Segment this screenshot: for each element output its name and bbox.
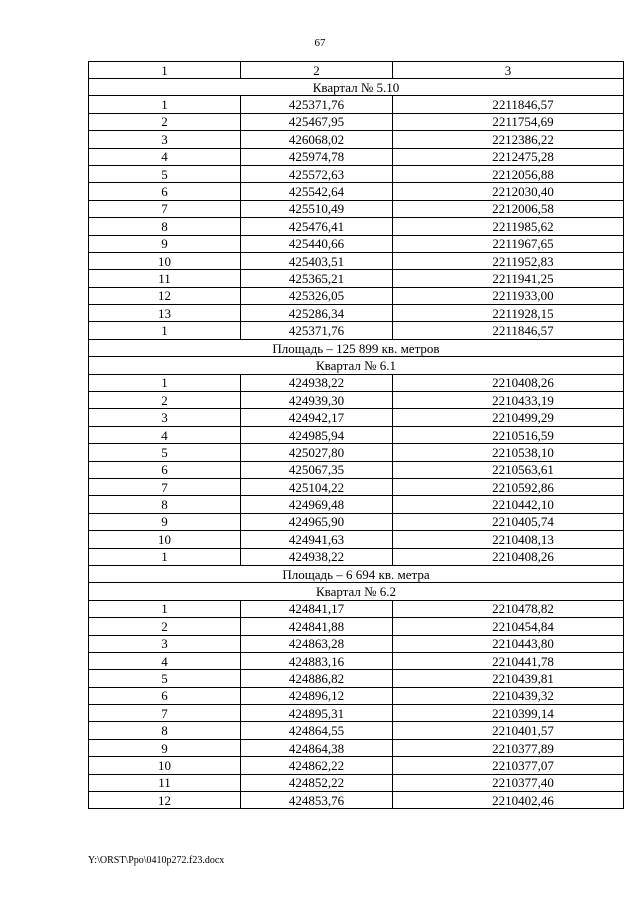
y-coordinate-cell: 2211928,15 <box>393 305 624 322</box>
block-title-row <box>89 357 624 374</box>
x-coordinate-cell: 425510,49 <box>241 200 393 217</box>
point-number-cell: 2 <box>89 113 241 130</box>
y-coordinate-cell: 2210442,10 <box>393 496 624 513</box>
y-coordinate-cell: 2210441,78 <box>393 652 624 669</box>
point-number-cell: 9 <box>89 513 241 530</box>
y-coordinate-cell: 2212386,22 <box>393 131 624 148</box>
x-coordinate-cell: 425974,78 <box>241 148 393 165</box>
x-coordinate-cell: 425440,66 <box>241 235 393 252</box>
y-coordinate-cell: 2211933,00 <box>393 287 624 304</box>
table-row <box>89 322 624 339</box>
table-row <box>89 444 624 461</box>
table-row <box>89 496 624 513</box>
block-title-row <box>89 79 624 96</box>
point-number-cell: 7 <box>89 705 241 722</box>
point-number-cell: 10 <box>89 531 241 548</box>
table-row <box>89 374 624 391</box>
y-coordinate-cell: 2210499,29 <box>393 409 624 426</box>
x-coordinate-cell: 424883,16 <box>241 652 393 669</box>
table-header-row <box>89 62 624 79</box>
table-row <box>89 392 624 409</box>
x-coordinate-cell: 424941,63 <box>241 531 393 548</box>
y-coordinate-cell: 2211754,69 <box>393 113 624 130</box>
x-coordinate-cell: 424852,22 <box>241 774 393 791</box>
y-coordinate-cell: 2210538,10 <box>393 444 624 461</box>
x-coordinate-cell: 424841,17 <box>241 600 393 617</box>
y-coordinate-cell: 2210402,46 <box>393 792 624 809</box>
x-coordinate-cell: 425467,95 <box>241 113 393 130</box>
y-coordinate-cell: 2210405,74 <box>393 513 624 530</box>
point-number-cell: 7 <box>89 478 241 495</box>
point-number-cell: 1 <box>89 322 241 339</box>
table-row <box>89 757 624 774</box>
x-coordinate-cell: 425365,21 <box>241 270 393 287</box>
y-coordinate-cell: 2210401,57 <box>393 722 624 739</box>
y-coordinate-cell: 2210377,07 <box>393 757 624 774</box>
table-row <box>89 409 624 426</box>
block-title-row <box>89 583 624 600</box>
point-number-cell: 10 <box>89 757 241 774</box>
x-coordinate-cell: 424841,88 <box>241 618 393 635</box>
x-coordinate-cell: 424985,94 <box>241 426 393 443</box>
x-coordinate-cell: 425286,34 <box>241 305 393 322</box>
point-number-cell: 12 <box>89 287 241 304</box>
x-coordinate-cell: 425371,76 <box>241 322 393 339</box>
y-coordinate-cell: 2212475,28 <box>393 148 624 165</box>
point-number-cell: 6 <box>89 183 241 200</box>
point-number-cell: 5 <box>89 444 241 461</box>
x-coordinate-cell: 424942,17 <box>241 409 393 426</box>
table-row <box>89 148 624 165</box>
x-coordinate-cell: 424939,30 <box>241 392 393 409</box>
y-coordinate-cell: 2211941,25 <box>393 270 624 287</box>
x-coordinate-cell: 425371,76 <box>241 96 393 113</box>
footer-file-path: Y:\ORST\Ppo\0410p272.f23.docx <box>88 855 225 866</box>
x-coordinate-cell: 424864,38 <box>241 739 393 756</box>
x-coordinate-cell: 424965,90 <box>241 513 393 530</box>
x-coordinate-cell: 424863,28 <box>241 635 393 652</box>
y-coordinate-cell: 2210443,80 <box>393 635 624 652</box>
table-row <box>89 722 624 739</box>
x-coordinate-cell: 424864,55 <box>241 722 393 739</box>
point-number-cell: 2 <box>89 618 241 635</box>
y-coordinate-cell: 2211846,57 <box>393 96 624 113</box>
table-row <box>89 670 624 687</box>
x-coordinate-cell: 424938,22 <box>241 374 393 391</box>
y-coordinate-cell: 2211985,62 <box>393 218 624 235</box>
table-row <box>89 235 624 252</box>
x-coordinate-cell: 425104,22 <box>241 478 393 495</box>
table-row <box>89 200 624 217</box>
x-coordinate-cell: 425572,63 <box>241 165 393 182</box>
point-number-cell: 8 <box>89 722 241 739</box>
point-number-cell: 1 <box>89 600 241 617</box>
point-number-cell: 3 <box>89 131 241 148</box>
point-number-cell: 1 <box>89 96 241 113</box>
y-coordinate-cell: 2210377,89 <box>393 739 624 756</box>
point-number-cell: 4 <box>89 148 241 165</box>
y-coordinate-cell: 2210408,26 <box>393 548 624 565</box>
x-coordinate-cell: 424862,22 <box>241 757 393 774</box>
x-coordinate-cell: 426068,02 <box>241 131 393 148</box>
y-coordinate-cell: 2212006,58 <box>393 200 624 217</box>
y-coordinate-cell: 2212056,88 <box>393 165 624 182</box>
x-coordinate-cell: 425542,64 <box>241 183 393 200</box>
table-row <box>89 531 624 548</box>
table-row <box>89 705 624 722</box>
x-coordinate-cell: 425067,35 <box>241 461 393 478</box>
table-row <box>89 618 624 635</box>
table-body <box>89 79 624 809</box>
point-number-cell: 11 <box>89 774 241 791</box>
point-number-cell: 3 <box>89 409 241 426</box>
coordinates-table <box>88 61 624 809</box>
point-number-cell: 2 <box>89 392 241 409</box>
table-row <box>89 113 624 130</box>
x-coordinate-cell: 424895,31 <box>241 705 393 722</box>
table-row <box>89 635 624 652</box>
table-row <box>89 739 624 756</box>
y-coordinate-cell: 2210454,84 <box>393 618 624 635</box>
point-number-cell: 11 <box>89 270 241 287</box>
block-title: Квартал № 6.2 <box>89 583 624 600</box>
x-coordinate-cell: 425326,05 <box>241 287 393 304</box>
table-row <box>89 252 624 269</box>
point-number-cell: 9 <box>89 739 241 756</box>
page-number: 67 <box>314 37 326 49</box>
table-row <box>89 548 624 565</box>
area-value: Площадь – 125 899 кв. метров <box>89 339 624 356</box>
point-number-cell: 4 <box>89 652 241 669</box>
y-coordinate-cell: 2210377,40 <box>393 774 624 791</box>
block-title: Квартал № 5.10 <box>89 79 624 96</box>
area-row <box>89 339 624 356</box>
table-row <box>89 426 624 443</box>
table-row <box>89 792 624 809</box>
point-number-cell: 9 <box>89 235 241 252</box>
point-number-cell: 6 <box>89 687 241 704</box>
point-number-cell: 6 <box>89 461 241 478</box>
y-coordinate-cell: 2212030,40 <box>393 183 624 200</box>
table-row <box>89 165 624 182</box>
y-coordinate-cell: 2210563,61 <box>393 461 624 478</box>
y-coordinate-cell: 2210478,82 <box>393 600 624 617</box>
table-row <box>89 774 624 791</box>
point-number-cell: 10 <box>89 252 241 269</box>
table-row <box>89 218 624 235</box>
table-row <box>89 96 624 113</box>
point-number-cell: 3 <box>89 635 241 652</box>
point-number-cell: 5 <box>89 165 241 182</box>
y-coordinate-cell: 2210433,19 <box>393 392 624 409</box>
y-coordinate-cell: 2210516,59 <box>393 426 624 443</box>
point-number-cell: 1 <box>89 374 241 391</box>
x-coordinate-cell: 424896,12 <box>241 687 393 704</box>
table-row <box>89 687 624 704</box>
point-number-cell: 1 <box>89 548 241 565</box>
y-coordinate-cell: 2210439,81 <box>393 670 624 687</box>
table-row <box>89 461 624 478</box>
x-coordinate-cell: 424886,82 <box>241 670 393 687</box>
y-coordinate-cell: 2210408,13 <box>393 531 624 548</box>
point-number-cell: 8 <box>89 218 241 235</box>
point-number-cell: 12 <box>89 792 241 809</box>
y-coordinate-cell: 2210399,14 <box>393 705 624 722</box>
y-coordinate-cell: 2211967,65 <box>393 235 624 252</box>
x-coordinate-cell: 424969,48 <box>241 496 393 513</box>
y-coordinate-cell: 2210408,26 <box>393 374 624 391</box>
y-coordinate-cell: 2210592,86 <box>393 478 624 495</box>
x-coordinate-cell: 425027,80 <box>241 444 393 461</box>
area-value: Площадь – 6 694 кв. метра <box>89 565 624 582</box>
table-row <box>89 600 624 617</box>
y-coordinate-cell: 2211952,83 <box>393 252 624 269</box>
table-row <box>89 131 624 148</box>
column-header-1: 1 <box>89 62 241 79</box>
point-number-cell: 4 <box>89 426 241 443</box>
x-coordinate-cell: 425403,51 <box>241 252 393 269</box>
point-number-cell: 7 <box>89 200 241 217</box>
point-number-cell: 5 <box>89 670 241 687</box>
x-coordinate-cell: 425476,41 <box>241 218 393 235</box>
table-row <box>89 305 624 322</box>
area-row <box>89 565 624 582</box>
table-row <box>89 478 624 495</box>
point-number-cell: 13 <box>89 305 241 322</box>
block-title: Квартал № 6.1 <box>89 357 624 374</box>
table-row <box>89 183 624 200</box>
column-header-2: 2 <box>241 62 393 79</box>
x-coordinate-cell: 424853,76 <box>241 792 393 809</box>
column-header-3: 3 <box>393 62 624 79</box>
table-row <box>89 652 624 669</box>
x-coordinate-cell: 424938,22 <box>241 548 393 565</box>
y-coordinate-cell: 2210439,32 <box>393 687 624 704</box>
table-row <box>89 513 624 530</box>
table-row <box>89 287 624 304</box>
point-number-cell: 8 <box>89 496 241 513</box>
table-row <box>89 270 624 287</box>
y-coordinate-cell: 2211846,57 <box>393 322 624 339</box>
